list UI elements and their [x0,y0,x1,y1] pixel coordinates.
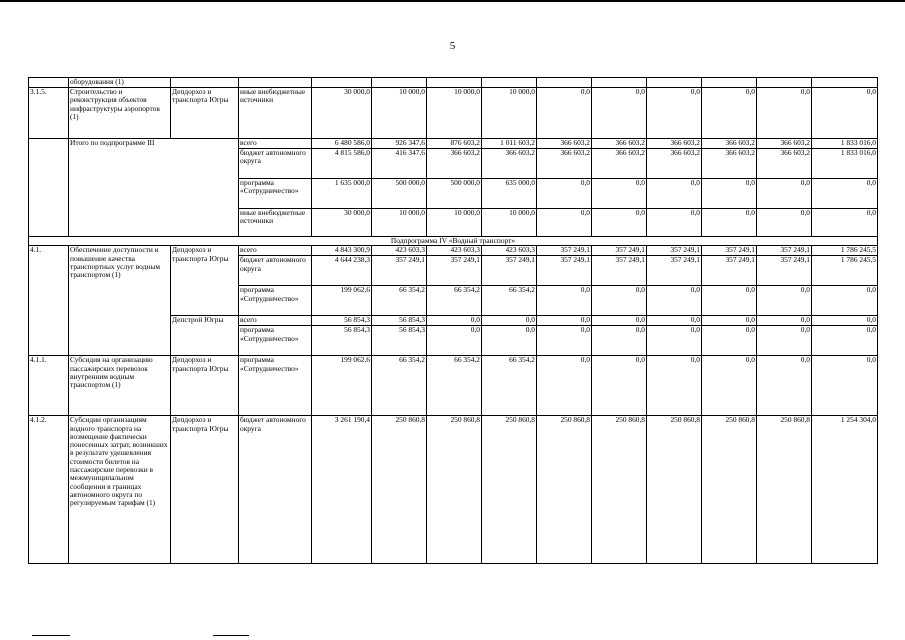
cell-executor: Депдорхоз и транспорта Югры [171,246,239,316]
cell-object: Субсидии организациям водного транспорта на возмещение фактически понесенных затрат, возникших в результате удешевления стоимости билетов на пассажирские перевозки в межмуниципальном сообщении в границах автономного округа по регулируемым тарифам (1) [69,416,171,564]
cell-source: программа «Сотрудничество» [239,179,312,209]
cell-value: 0,0 [702,88,757,139]
cell-value: 250 860,8 [482,416,537,564]
table-row [29,356,878,416]
cell-value: 0,0 [537,356,592,416]
cell-value: 0,0 [592,316,647,326]
table-row [29,78,878,88]
cell-value: 56 854,3 [372,326,427,356]
cell-value: 0,0 [537,209,592,237]
cell-source: всего [239,139,312,149]
cell-source: иные внебюджетные источники [239,88,312,139]
cell-value: 0,0 [537,326,592,356]
cell-source: бюджет автономного округа [239,416,312,564]
cell-value: 250 860,8 [427,416,482,564]
cell-no: 3.1.5. [29,88,69,139]
cell-value: 423 603,3 [482,246,537,256]
cell-value [312,78,372,88]
cell-no: 4.1.1. [29,356,69,416]
cell-value: 4 843 300,9 [312,246,372,256]
cell-value: 635 000,0 [482,179,537,209]
cell-value: 357 249,1 [702,246,757,256]
cell-value: 4 644 238,3 [312,256,372,286]
cell-value: 0,0 [812,316,878,326]
cell-value: 0,0 [812,286,878,316]
cell-value: 30 000,0 [312,88,372,139]
subtotal-label: Итого по подпрограмме III [69,139,239,237]
table-body [29,78,878,564]
cell-value: 366 603,2 [757,139,812,149]
cell-value: 366 603,2 [647,139,702,149]
cell-source: всего [239,246,312,256]
cell-value: 0,0 [702,286,757,316]
cell-value: 366 603,2 [537,149,592,179]
cell-value: 250 860,8 [702,416,757,564]
cell-value [482,78,537,88]
cell-no [29,78,69,88]
cell-value: 10 000,0 [372,209,427,237]
cell-executor: Депдорхоз и транспорта Югры [171,88,239,139]
budget-table [28,77,878,564]
cell-executor [171,78,239,88]
cell-value: 0,0 [757,356,812,416]
cell-object: Строительство и реконструкция объектов инфраструктуры аэропортов (1) [69,88,171,139]
cell-value: 0,0 [757,286,812,316]
cell-value: 357 249,1 [647,246,702,256]
cell-value: 1 011 603,2 [482,139,537,149]
cell-value: 0,0 [812,179,878,209]
cell-source: программа «Сотрудничество» [239,286,312,316]
cell-value: 4 815 586,0 [312,149,372,179]
cell-value: 357 249,1 [702,256,757,286]
cell-value: 1 833 016,0 [812,139,878,149]
cell-value: 10 000,0 [427,88,482,139]
cell-value: 357 249,1 [537,246,592,256]
cell-value: 0,0 [427,326,482,356]
cell-value [812,78,878,88]
cell-value: 366 603,2 [757,149,812,179]
cell-value: 10 000,0 [482,88,537,139]
cell-value: 250 860,8 [372,416,427,564]
cell-value: 250 860,8 [592,416,647,564]
cell-value: 0,0 [647,88,702,139]
cell-no [29,139,69,237]
cell-value: 366 603,2 [647,149,702,179]
cell-value: 357 249,1 [757,246,812,256]
cell-value: 250 860,8 [757,416,812,564]
cell-value: 250 860,8 [537,416,592,564]
scan-bottom-line [32,635,70,636]
cell-value: 0,0 [647,316,702,326]
cell-no: 4.1.2. [29,416,69,564]
cell-value: 1 833 016,0 [812,149,878,179]
scan-edge-line [0,0,905,2]
cell-value: 66 354,2 [427,286,482,316]
cell-executor: Депстрой Югры [171,316,239,356]
cell-value: 357 249,1 [647,256,702,286]
cell-value: 0,0 [702,316,757,326]
cell-value: 0,0 [757,316,812,326]
cell-source: программа «Сотрудничество» [239,356,312,416]
cell-value: 357 249,1 [537,256,592,286]
cell-value: 366 603,2 [702,139,757,149]
cell-value: 1 635 000,0 [312,179,372,209]
cell-value: 366 603,2 [702,149,757,179]
cell-value: 66 354,2 [482,286,537,316]
cell-value: 366 603,2 [537,139,592,149]
cell-value: 0,0 [592,286,647,316]
cell-value: 0,0 [702,326,757,356]
subprogram-title: Подпрограмма IV «Водный транспорт» [29,237,878,246]
cell-value [427,78,482,88]
cell-source: бюджет автономного округа [239,149,312,179]
page-number: 5 [449,40,456,52]
cell-value: 0,0 [812,356,878,416]
cell-value: 1 786 245,5 [812,256,878,286]
table-row [29,88,878,139]
cell-source: бюджет автономного округа [239,256,312,286]
cell-value: 0,0 [757,88,812,139]
cell-value: 0,0 [757,326,812,356]
cell-source: всего [239,316,312,326]
cell-no: 4.1. [29,246,69,356]
cell-value: 0,0 [537,179,592,209]
cell-value: 0,0 [482,326,537,356]
cell-value: 423 603,3 [372,246,427,256]
cell-value [757,78,812,88]
cell-value: 66 354,2 [372,356,427,416]
cell-value: 0,0 [647,286,702,316]
cell-value: 876 603,2 [427,139,482,149]
cell-value: 357 249,1 [757,256,812,286]
cell-value: 1 786 245,5 [812,246,878,256]
cell-value: 56 854,3 [312,316,372,326]
table-row [29,416,878,564]
cell-value: 366 603,2 [592,139,647,149]
cell-value [702,78,757,88]
cell-value: 10 000,0 [482,209,537,237]
cell-executor: Депдорхоз и транспорта Югры [171,416,239,564]
cell-value: 366 603,2 [482,149,537,179]
cell-value [372,78,427,88]
cell-value: 357 249,1 [592,256,647,286]
cell-value: 0,0 [702,209,757,237]
cell-value: 66 354,2 [427,356,482,416]
cell-source: иные внебюджетные источники [239,209,312,237]
cell-value: 0,0 [702,179,757,209]
cell-value: 56 854,3 [312,326,372,356]
cell-value [592,78,647,88]
cell-executor: Депдорхоз и транспорта Югры [171,356,239,416]
scan-bottom-line [213,635,249,636]
cell-value: 0,0 [812,209,878,237]
cell-value: 0,0 [537,286,592,316]
table-row [29,237,878,246]
cell-value: 1 254 304,0 [812,416,878,564]
cell-value: 66 354,2 [372,286,427,316]
cell-value: 357 249,1 [372,256,427,286]
cell-value [647,78,702,88]
cell-value: 0,0 [592,88,647,139]
cell-value: 0,0 [647,326,702,356]
cell-value: 0,0 [592,179,647,209]
cell-value: 357 249,1 [592,246,647,256]
cell-value: 0,0 [647,209,702,237]
cell-value: 199 062,6 [312,286,372,316]
cell-value: 926 347,6 [372,139,427,149]
cell-value [537,78,592,88]
cell-value: 30 000,0 [312,209,372,237]
cell-value: 56 854,3 [372,316,427,326]
cell-source: программа «Сотрудничество» [239,326,312,356]
cell-source [239,78,312,88]
cell-value: 0,0 [592,209,647,237]
cell-value: 500 000,0 [427,179,482,209]
cell-value: 423 603,3 [427,246,482,256]
cell-value: 0,0 [647,356,702,416]
cell-value: 10 000,0 [427,209,482,237]
cell-value: 0,0 [702,356,757,416]
cell-value: 357 249,1 [482,256,537,286]
cell-value: 0,0 [537,88,592,139]
cell-value: 0,0 [812,88,878,139]
cell-value: 199 062,6 [312,356,372,416]
table-row [29,139,878,149]
cell-value: 0,0 [757,209,812,237]
cell-value: 0,0 [647,179,702,209]
cell-value: 0,0 [482,316,537,326]
cell-value: 0,0 [592,326,647,356]
cell-value: 0,0 [427,316,482,326]
cell-value: 366 603,2 [427,149,482,179]
cell-value: 0,0 [592,356,647,416]
cell-object: Обеспечение доступности и повышение качества транспортных услуг водным транспортом (1) [69,246,171,356]
cell-value: 66 354,2 [482,356,537,416]
cell-value: 0,0 [757,179,812,209]
cell-value: 0,0 [812,326,878,356]
cell-value: 250 860,8 [647,416,702,564]
cell-value: 500 000,0 [372,179,427,209]
cell-value: 0,0 [537,316,592,326]
cell-value: 416 347,6 [372,149,427,179]
cell-value: 3 261 190,4 [312,416,372,564]
cell-value: 357 249,1 [427,256,482,286]
cell-value: 366 603,2 [592,149,647,179]
cell-value: 6 480 586,0 [312,139,372,149]
cell-object: оборудования (1) [69,78,171,88]
cell-value: 10 000,0 [372,88,427,139]
table-row [29,246,878,256]
cell-object: Субсидия на организацию пассажирских перевозок внутренним водным транспортом (1) [69,356,171,416]
